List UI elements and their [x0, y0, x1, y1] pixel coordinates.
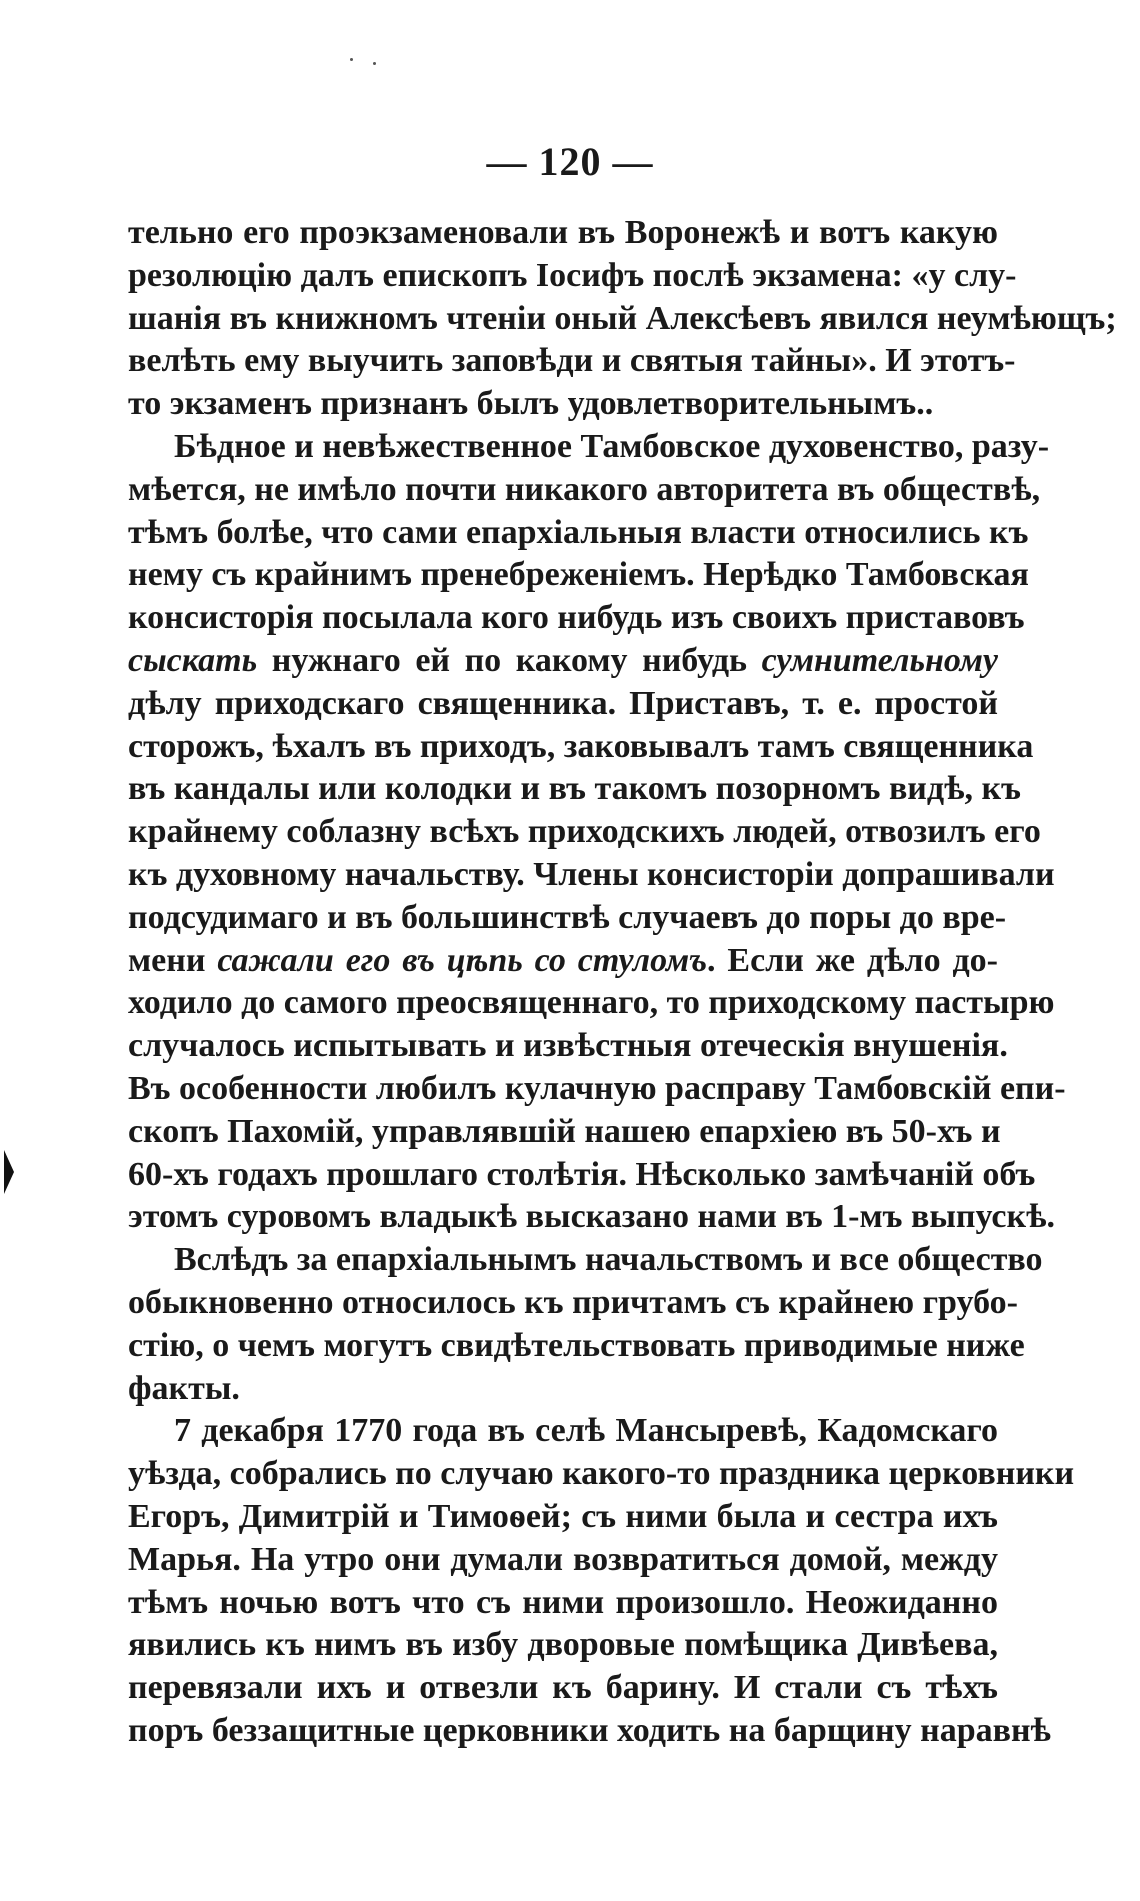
- text-segment: тѣмъ болѣе, что сами епархіальныя власти относились къ: [128, 513, 1029, 551]
- text-segment: тельно его проэкзаменовали въ Воронежѣ и вотъ какую: [128, 214, 998, 251]
- paper-speck: [350, 58, 353, 61]
- italic-text: сумнительному: [761, 641, 998, 679]
- text-segment: поръ беззащитные церковники ходить на барщину наравнѣ: [128, 1711, 1051, 1749]
- italic-text: сажали его въ цѣпь со стуломъ: [217, 941, 708, 979]
- text-line: [128, 1282, 1018, 1325]
- text-segment: консисторія посылала кого нибудь изъ своихъ приставовъ: [128, 599, 1025, 637]
- text-line: [128, 1111, 1001, 1154]
- text-line: [128, 1154, 1036, 1197]
- text-line: [128, 212, 998, 255]
- text-segment: къ духовному начальству. Члены консисторіи допрашивали: [128, 855, 1055, 893]
- text-line: [128, 1496, 998, 1539]
- text-line: [128, 1196, 1056, 1239]
- text-line: [128, 811, 1041, 854]
- text-line: [128, 854, 1055, 897]
- text-line: [128, 383, 998, 426]
- text-segment: Бѣдное и невѣжественное Тамбовское духовенство, разу-: [174, 427, 1050, 465]
- text-line: [128, 726, 1034, 769]
- margin-mark: [4, 1150, 14, 1194]
- text-line: [128, 426, 1050, 469]
- text-line: [128, 683, 998, 726]
- text-line: [128, 1410, 998, 1453]
- text-segment: шанія въ книжномъ чтеніи оный Алексѣевъ явился неумѣющъ;: [128, 299, 1117, 337]
- text-segment: резолюцію далъ епископъ Іосифъ послѣ экзамена: «у слу-: [128, 256, 1017, 294]
- text-segment: этомъ суровомъ владыкѣ высказано нами въ 1-мъ выпускѣ.: [128, 1198, 1056, 1236]
- text-line: [128, 1025, 1008, 1068]
- text-line: [128, 512, 1029, 555]
- text-segment: велѣть ему выучить заповѣди и святыя тайны». И этотъ-: [128, 342, 1016, 380]
- text-segment: . Если же дѣло до-: [707, 941, 998, 979]
- text-line: [128, 1539, 998, 1582]
- text-line: [128, 298, 1117, 341]
- text-segment: уѣзда, собрались по случаю какого-то праздника церковники: [128, 1455, 1075, 1493]
- text-line: [128, 469, 1041, 512]
- text-segment: скопъ Пахомій, управлявшій нашею епархіею въ 50-хъ и: [128, 1112, 1001, 1150]
- text-line: [128, 1667, 998, 1710]
- text-segment: Въ особенности любилъ кулачную расправу Тамбовскій епи-: [128, 1069, 1066, 1107]
- text-segment: Егоръ, Димитрій и Тимоѳей; съ ними была и сестра ихъ: [128, 1497, 998, 1535]
- text-segment: стію, о чемъ могутъ свидѣтельствовать приводимые ниже: [128, 1326, 1025, 1364]
- text-line: [128, 1368, 998, 1411]
- text-segment: подсудимаго и въ большинствѣ случаевъ до поры до вре-: [128, 898, 1007, 936]
- text-segment: въ кандалы или колодки и въ такомъ позорномъ видѣ, къ: [128, 770, 1021, 808]
- text-line: [128, 255, 1017, 298]
- text-segment: крайнему соблазну всѣхъ приходскихъ людей, отвозилъ его: [128, 813, 1041, 851]
- text-segment: явились къ нимъ въ избу дворовые помѣщика Дивѣева,: [128, 1626, 998, 1664]
- text-line: [128, 982, 1055, 1025]
- text-line: [128, 597, 1025, 640]
- page-text: [128, 212, 1117, 1753]
- text-line: [128, 1325, 1025, 1368]
- text-segment: Вслѣдъ за епархіальнымъ начальствомъ и все общество: [174, 1241, 1043, 1279]
- text-line: [128, 768, 1021, 811]
- page-number: — 120 —: [486, 139, 654, 184]
- text-line: [128, 1453, 1075, 1496]
- text-line: [128, 340, 1016, 383]
- text-line: [128, 1239, 1043, 1282]
- text-segment: 60-хъ годахъ прошлаго столѣтія. Нѣсколько замѣчаній объ: [128, 1155, 1036, 1193]
- text-line: [128, 640, 998, 683]
- text-line: [128, 1710, 1051, 1753]
- text-segment: обыкновенно относилось къ причтамъ съ крайнею грубо-: [128, 1283, 1018, 1321]
- text-segment: случалось испытывать и извѣстныя отеческія внушенія.: [128, 1027, 1008, 1065]
- text-segment: ходило до самого преосвященнаго, то приходскому пастырю: [128, 984, 1055, 1022]
- text-segment: 7 декабря 1770 года въ селѣ Мансыревѣ, Кадомскаго: [174, 1412, 998, 1450]
- text-line: [128, 554, 1029, 597]
- text-segment: то экзаменъ признанъ былъ удовлетворительнымъ..: [128, 385, 934, 423]
- text-line: [128, 897, 1007, 940]
- text-line: [128, 1582, 998, 1625]
- text-segment: нему съ крайнимъ пренебреженіемъ. Нерѣдко Тамбовская: [128, 556, 1029, 594]
- text-segment: тѣмъ ночью вотъ что съ ними произошло. Неожиданно: [128, 1583, 998, 1621]
- text-segment: факты.: [128, 1369, 240, 1407]
- text-line: [128, 1624, 998, 1667]
- text-line: [128, 1068, 1066, 1111]
- text-segment: мени: [128, 941, 218, 979]
- paper-speck: [373, 62, 376, 65]
- text-segment: мѣется, не имѣло почти никакого авторитета въ обществѣ,: [128, 470, 1041, 508]
- text-line: [128, 940, 998, 983]
- text-segment: нужнаго ей по какому нибудь: [257, 641, 762, 679]
- text-segment: дѣлу приходскаго священника. Приставъ, т. е. простой: [128, 684, 998, 722]
- text-segment: перевязали ихъ и отвезли къ барину. И стали съ тѣхъ: [128, 1669, 998, 1707]
- text-segment: Марья. На утро они думали возвратиться домой, между: [128, 1540, 998, 1578]
- text-segment: сторожъ, ѣхалъ въ приходъ, заковывалъ тамъ священника: [128, 727, 1034, 765]
- italic-text: сыскать: [128, 641, 258, 679]
